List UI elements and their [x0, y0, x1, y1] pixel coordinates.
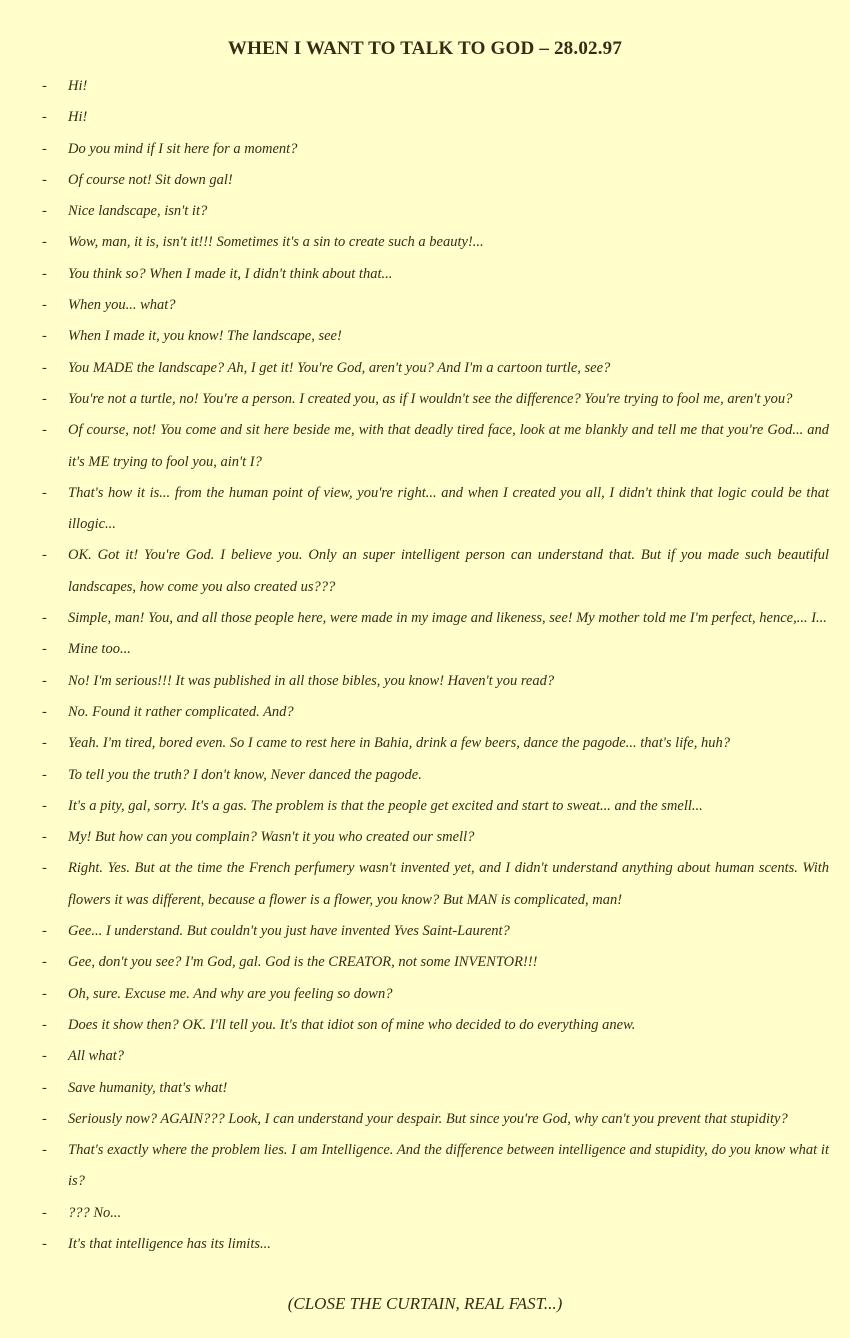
dialogue-text: Oh, sure. Excuse me. And why are you feeling so down? [68, 985, 393, 1002]
dash-marker: - [42, 390, 47, 407]
dialogue-line [0, 728, 850, 759]
dialogue-text: Nice landscape, isn't it? [68, 203, 208, 220]
dash-marker: - [42, 641, 47, 658]
dialogue-text: Yeah. I'm tired, bored even. So I came to rest here in Bahia, drink a few beers, dance the pagode... that's life, huh? [68, 735, 730, 752]
dialogue-text: Wow, man, it is, isn't it!!! Sometimes it's a sin to create such a beauty!... [68, 234, 484, 251]
dash-marker: - [42, 703, 47, 720]
dialogue-line [0, 853, 850, 916]
dash-marker: - [42, 766, 47, 783]
dialogue-line [0, 321, 850, 352]
dialogue-text: You think so? When I made it, I didn't think about that... [68, 265, 393, 282]
dash-marker: - [42, 1016, 47, 1033]
dialogue-line [0, 353, 850, 384]
dialogue-line [0, 102, 850, 133]
dialogue-text: All what? [68, 1048, 124, 1065]
dialogue-line [0, 634, 850, 665]
dash-marker: - [42, 422, 47, 439]
dialogue-text: Does it show then? OK. I'll tell you. It's that idiot son of mine who decided to do everything anew. [68, 1016, 636, 1033]
dialogue-text: To tell you the truth? I don't know, Never danced the pagode. [68, 766, 422, 783]
dash-marker: - [42, 860, 47, 877]
dash-marker: - [42, 78, 47, 94]
dialogue-line [0, 1135, 850, 1198]
dialogue-text: You're not a turtle, no! You're a person. I created you, as if I wouldn't see the difference? You're trying to fool me, aren't you? [68, 390, 793, 407]
dialogue-line [0, 822, 850, 853]
dialogue-line [0, 1041, 850, 1072]
dash-marker: - [42, 547, 47, 564]
dialogue-line [0, 134, 850, 165]
dialogue-line [0, 916, 850, 947]
document-title: WHEN I WANT TO TALK TO GOD – 28.02.97 [227, 38, 623, 59]
dialogue-line [0, 165, 850, 196]
dialogue-text: It's that intelligence has its limits... [68, 1235, 271, 1252]
dialogue-line [0, 979, 850, 1010]
dialogue-text: Of course not! Sit down gal! [68, 171, 233, 188]
dialogue-text: Hi! [68, 78, 88, 94]
dialogue-text: When you... what? [68, 297, 176, 314]
dash-marker: - [42, 923, 47, 940]
dash-marker: - [42, 1048, 47, 1065]
dialogue-line [0, 1073, 850, 1104]
dialogue-line [0, 478, 850, 541]
dialogue-line [0, 71, 850, 102]
dash-marker: - [42, 484, 47, 501]
dialogue-text: No! I'm serious!!! It was published in all those bibles, you know! Haven't you read? [68, 672, 555, 689]
dash-marker: - [42, 1079, 47, 1096]
dialogue-line [0, 760, 850, 791]
dialogue-text: Do you mind if I sit here for a moment? [68, 140, 298, 157]
dialogue-line [0, 540, 850, 603]
dialogue-line [0, 947, 850, 978]
dash-marker: - [42, 735, 47, 752]
dash-marker: - [42, 829, 47, 846]
dialogue-text: Of course, not! You come and sit here beside me, with that deadly tired face, look at me blankly and tell me that you're God... and it's ME trying to fool you, ain't I? [68, 422, 829, 470]
dash-marker: - [42, 1142, 47, 1159]
closing-line: (CLOSE THE CURTAIN, REAL FAST...) [287, 1294, 563, 1313]
dash-marker: - [42, 171, 47, 188]
dialogue-line [0, 415, 850, 478]
dialogue-text: You MADE the landscape? Ah, I get it! You're God, aren't you? And I'm a cartoon turtle, see? [68, 359, 611, 376]
dash-marker: - [42, 140, 47, 157]
dialogue-text: Simple, man! You, and all those people here, were made in my image and likeness, see! My mother told me I'm perfect, hence,... I... [68, 610, 827, 627]
dialogue-text: When I made it, you know! The landscape, see! [68, 328, 342, 345]
dash-marker: - [42, 1110, 47, 1127]
dialogue-line [0, 697, 850, 728]
dialogue-line [0, 603, 850, 634]
dash-marker: - [42, 109, 47, 126]
dash-marker: - [42, 610, 47, 627]
dialogue-line [0, 1198, 850, 1229]
dialogue-text: Right. Yes. But at the time the French perfumery wasn't invented yet, and I didn't understand anything about human scents. With flowers it was different, because a flower is a flower, you know? But MAN is complicated, man! [68, 860, 829, 908]
dialogue-line [0, 259, 850, 290]
dash-marker: - [42, 672, 47, 689]
dialogue-text: It's a pity, gal, sorry. It's a gas. The problem is that the people get excited and start to sweat... and the smell... [68, 797, 703, 814]
dialogue-line [0, 1104, 850, 1135]
dialogue-text: No. Found it rather complicated. And? [68, 703, 294, 720]
dialogue-line [0, 791, 850, 822]
dash-marker: - [42, 1204, 47, 1221]
dash-marker: - [42, 985, 47, 1002]
dialogue-line [0, 1010, 850, 1041]
dialogue-text: ??? No... [68, 1204, 122, 1221]
dialogue-text: Gee, don't you see? I'm God, gal. God is the CREATOR, not some INVENTOR!!! [68, 954, 538, 971]
dialogue-line [0, 227, 850, 258]
dash-marker: - [42, 797, 47, 814]
dash-marker: - [42, 328, 47, 345]
dialogue-text: That's exactly where the problem lies. I am Intelligence. And the difference between intelligence and stupidity, do you know what it is? [68, 1142, 829, 1190]
dialogue-text: Gee... I understand. But couldn't you just have invented Yves Saint-Laurent? [68, 923, 510, 940]
dialogue-text: That's how it is... from the human point of view, you're right... and when I created you all, I didn't think that logic could be that illogic... [68, 484, 829, 533]
dash-marker: - [42, 359, 47, 376]
dialogue-line [0, 290, 850, 321]
dialogue-text: Hi! [68, 109, 88, 126]
dialogue-text: Seriously now? AGAIN??? Look, I can understand your despair. But since you're God, why can't you prevent that stupidity? [68, 1110, 788, 1127]
dash-marker: - [42, 297, 47, 314]
dialogue-line [0, 1229, 850, 1260]
dash-marker: - [42, 1235, 47, 1252]
dash-marker: - [42, 265, 47, 282]
dialogue-text: OK. Got it! You're God. I believe you. Only an super intelligent person can understand that. But if you made such beautiful landscapes, how come you also created us??? [68, 547, 829, 595]
dialogue-line [0, 196, 850, 227]
dialogue-text: Mine too... [68, 641, 131, 658]
dialogue-text: My! But how can you complain? Wasn't it you who created our smell? [68, 829, 475, 846]
dialogue-line [0, 384, 850, 415]
dash-marker: - [42, 234, 47, 251]
dialogue-list [0, 71, 850, 1260]
dash-marker: - [42, 203, 47, 220]
dialogue-text: Save humanity, that's what! [68, 1079, 228, 1096]
dialogue-line [0, 666, 850, 697]
dash-marker: - [42, 954, 47, 971]
